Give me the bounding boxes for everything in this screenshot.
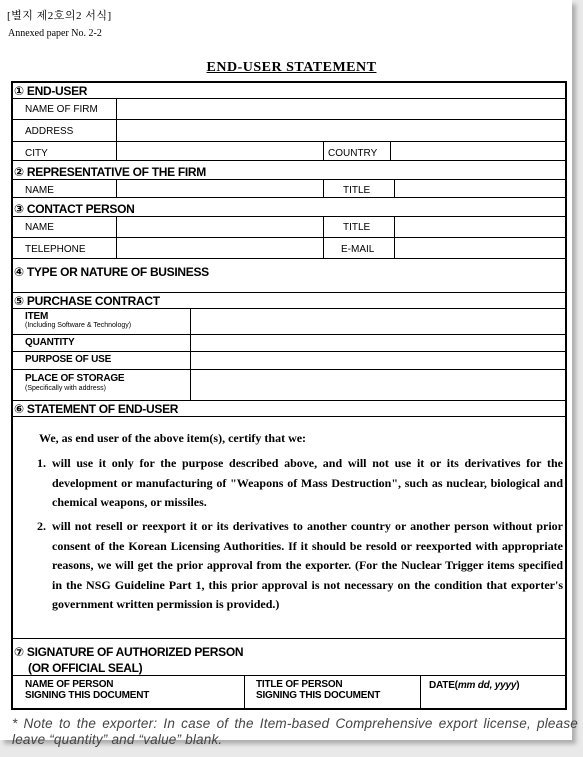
storage-field[interactable] — [191, 370, 565, 400]
purpose-label: PURPOSE OF USE — [25, 354, 112, 365]
storage-note: (Specifically with address) — [25, 385, 106, 392]
signer-title-label-2: SIGNING THIS DOCUMENT — [256, 690, 381, 701]
telephone-field[interactable] — [117, 238, 323, 258]
date-format: mm dd, yyyy — [457, 680, 517, 691]
signer-name-field[interactable] — [13, 676, 244, 708]
divider — [13, 638, 565, 639]
section-end-user-heading: ① END-USER — [14, 84, 88, 98]
country-label: COUNTRY — [328, 148, 378, 159]
section-representative-heading: ② REPRESENTATIVE OF THE FIRM — [14, 165, 206, 179]
representative-name-label: NAME — [25, 185, 54, 196]
contact-title-label: TITLE — [343, 222, 371, 233]
divider — [13, 292, 565, 293]
address-label: ADDRESS — [25, 126, 74, 137]
quantity-field[interactable] — [191, 335, 565, 351]
date-label: DATE(mm dd, yyyy) — [429, 680, 520, 691]
divider — [323, 141, 324, 160]
email-field[interactable] — [395, 238, 565, 258]
item-note: (Including Software & Technology) — [25, 322, 132, 329]
divider — [323, 179, 324, 197]
clause-1-number: 1. — [37, 456, 46, 470]
representative-title-label: TITLE — [343, 185, 371, 196]
contact-name-label: NAME — [25, 222, 54, 233]
purpose-field[interactable] — [191, 352, 565, 369]
exporter-note: * Note to the exporter: In case of the Item-based Comprehensive export license, please leave “quantity” and “value” blank. — [12, 716, 578, 747]
clause-2-text: will not resell or reexport it or its derivatives to another country or another person without prior consent of the Korean Licensing Authorities. If it should be resold or reexported with appropriate reasons, we will get the prior approval from the exporter. (For the Nuclear Trigger items specified in the NSG Guideline Part 1, this prior approval is not necessary on the condition that exporter's government written permission is provided.) — [52, 519, 563, 611]
item-label: ITEM — [25, 311, 49, 322]
representative-name-field[interactable] — [117, 180, 323, 197]
section-signature-subheading: (OR OFFICIAL SEAL) — [28, 661, 143, 675]
signer-title-field[interactable] — [245, 676, 420, 708]
address-field[interactable] — [117, 120, 565, 141]
telephone-label: TELEPHONE — [25, 244, 86, 255]
contact-title-field[interactable] — [395, 217, 565, 237]
section-contact-heading: ③ CONTACT PERSON — [14, 202, 135, 216]
quantity-label: QUANTITY — [25, 337, 75, 348]
signer-name-label: NAME OF PERSON — [25, 679, 114, 690]
divider — [13, 258, 565, 259]
email-label: E-MAIL — [341, 244, 375, 255]
representative-title-field[interactable] — [395, 180, 565, 197]
section-purchase-heading: ⑤ PURCHASE CONTRACT — [14, 294, 160, 308]
end-user-form — [11, 81, 567, 710]
item-field[interactable] — [191, 309, 565, 334]
business-field[interactable] — [13, 280, 565, 292]
name-of-firm-field[interactable] — [117, 99, 565, 119]
clause-2-number: 2. — [37, 519, 46, 533]
divider — [13, 416, 565, 417]
form-reference: [별지 제2호의2 서식] — [7, 10, 112, 22]
section-business-heading: ④ TYPE OR NATURE OF BUSINESS — [14, 265, 209, 279]
contact-name-field[interactable] — [117, 217, 323, 237]
section-signature-heading: ⑦ SIGNATURE OF AUTHORIZED PERSON — [14, 645, 244, 659]
country-field[interactable] — [391, 142, 565, 160]
city-label: CITY — [25, 148, 48, 159]
name-of-firm-label: NAME OF FIRM — [25, 104, 98, 115]
signer-name-label-2: SIGNING THIS DOCUMENT — [25, 690, 150, 701]
clause-1-text: will use it only for the purpose described above, and will not use it or its derivatives for the development or manufacturing of "Weapons of Mass Destruction", such as nuclear, biological and chemical weapons, or missiles. — [52, 456, 563, 509]
statement-intro: We, as end user of the above item(s), certify that we: — [39, 431, 307, 445]
city-field[interactable] — [117, 142, 323, 160]
storage-label: PLACE OF STORAGE — [25, 373, 125, 384]
date-field[interactable] — [421, 676, 565, 708]
document-title: END-USER STATEMENT — [206, 60, 377, 75]
annex-label: Annexed paper No. 2-2 — [8, 28, 102, 39]
signer-title-label: TITLE OF PERSON — [256, 679, 343, 690]
divider — [13, 160, 565, 161]
divider — [13, 197, 565, 198]
divider — [13, 400, 565, 401]
section-statement-heading: ⑥ STATEMENT OF END-USER — [14, 402, 179, 416]
